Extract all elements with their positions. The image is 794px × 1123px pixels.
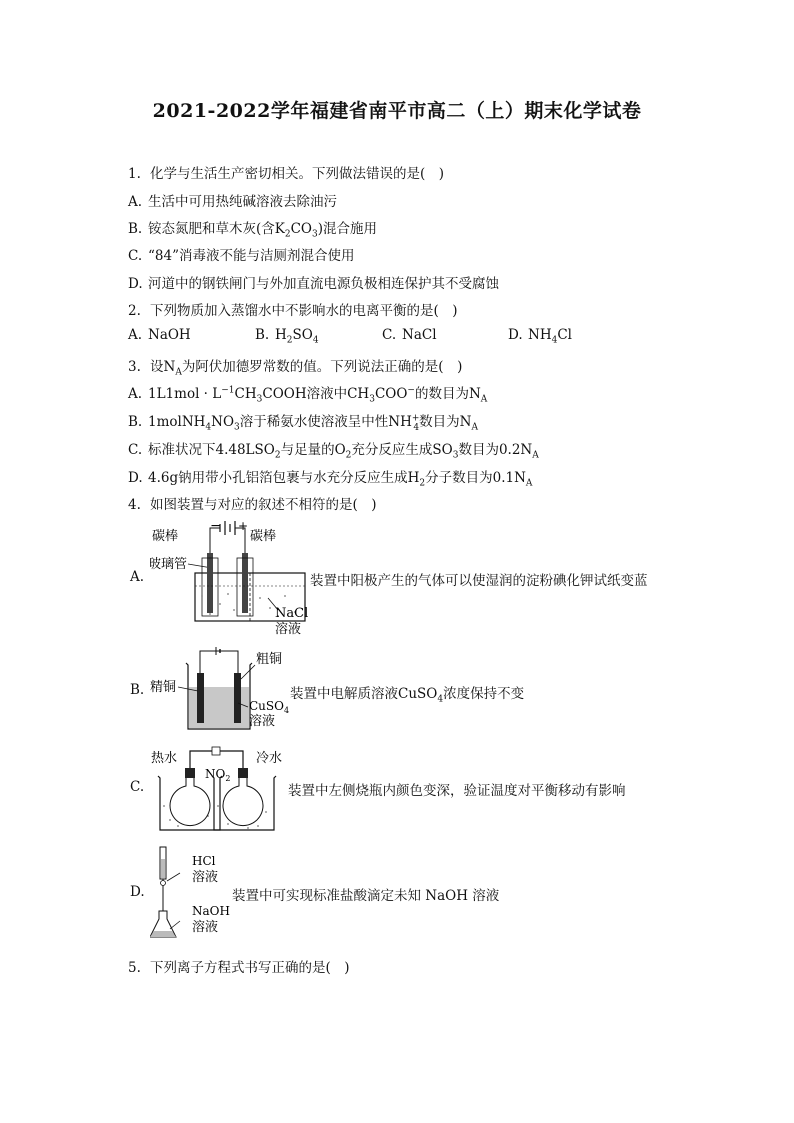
page-title: 2021-2022学年福建省南平市高二（上）期末化学试卷 (152, 100, 642, 122)
hcl-label: HCl (192, 854, 216, 868)
pure-copper-label: 精铜 (150, 680, 177, 695)
q4-option-b-label: B. (130, 682, 145, 698)
acid-solution-label: 溶液 (192, 870, 219, 885)
cold-water-label: 冷水 (256, 751, 283, 766)
q4-option-a-label: A. (130, 569, 145, 585)
plus-sign: + (238, 519, 249, 533)
hot-water-label: 热水 (151, 751, 178, 766)
electrolysis-nacl-figure (150, 518, 310, 642)
question-3: 3. 设$N_A$为阿伏加德罗常数的值。下列说法正确的是( ) (128, 359, 463, 378)
cuso4-label: CuSO$_4$ (249, 699, 290, 715)
q2-options (128, 327, 648, 346)
q3-option-b: B. $1molNH_4NO_3$溶于稀氨水使溶液呈中性$NH^+_4$数目为$N_A$ (128, 413, 478, 433)
left-rod-label: 碳棒 (152, 529, 179, 544)
question-1: 1. 化学与生活生产密切相关。下列做法错误的是( ) (128, 166, 445, 182)
q1-option-a: A. 生活中可用热纯碱溶液去除油污 (128, 194, 337, 210)
q3-option-d: D. 4.6g钠用带小孔铝箔包裹与水充分反应生成$H_2$分子数目为$0.1N_A$ (128, 470, 533, 489)
q2-option-a: A. NaOH (128, 327, 191, 343)
q2-option-b: B. $H_2SO_4$ (255, 327, 319, 346)
no2-equilibrium-figure (148, 746, 283, 838)
crude-copper-label: 粗铜 (256, 652, 283, 667)
solution-label: 溶液 (275, 622, 302, 637)
question-4: 4. 如图装置与对应的叙述不相符的是( ) (128, 497, 377, 513)
right-rod-label: 碳棒 (250, 529, 277, 544)
q2-option-c: C. NaCl (382, 327, 437, 343)
minus-sign: − (210, 518, 222, 534)
titration-figure (150, 845, 240, 945)
q1-option-b: B. 铵态氮肥和草木灰(含$K_2CO_3$)混合施用 (128, 221, 378, 240)
no2-label: $NO_2$ (205, 767, 231, 783)
q4-option-d-desc: 装置中可实现标准盐酸滴定未知 NaOH 溶液 (232, 888, 500, 904)
q2-option-d: D. $NH_4Cl$ (508, 327, 572, 346)
base-solution-label: 溶液 (192, 920, 219, 935)
q1-option-d: D. 河道中的钢铁闸门与外加直流电源负极相连保护其不受腐蚀 (128, 276, 499, 292)
q4-option-d-label: D. (130, 884, 145, 900)
solution-label-b: 溶液 (249, 714, 276, 729)
q1-option-c: C. “84”消毒液不能与洁厕剂混合使用 (128, 248, 355, 264)
q3-option-a: A. $1L1mol \cdot L^{-1}CH_3COOH$溶液中$CH_3COO^-$的数目为$N_A$ (128, 385, 488, 405)
q4-option-c-label: C. (130, 779, 145, 795)
q4-option-b-desc: 装置中电解质溶液CuSO$_4$浓度保持不变 (290, 686, 525, 705)
nacl-label: NaCl (275, 606, 309, 621)
naoh-label: NaOH (192, 904, 230, 918)
q3-option-c: C. 标准状况下$4.48LSO_2$与足量的$O_2$充分反应生成$SO_3$数目为$0.2N_A$ (128, 442, 539, 461)
q4-option-a-desc: 装置中阳极产生的气体可以使湿润的淀粉碘化钾试纸变蓝 (310, 573, 648, 589)
copper-refining-figure (148, 645, 293, 739)
question-5: 5. 下列离子方程式书写正确的是( ) (128, 960, 350, 976)
glass-tube-label: 玻璃管 (150, 557, 188, 572)
q4-option-c-desc: 装置中左侧烧瓶内颜色变深，验证温度对平衡移动有影响 (288, 783, 626, 799)
question-2: 2. 下列物质加入蒸馏水中不影响水的电离平衡的是( ) (128, 303, 458, 319)
